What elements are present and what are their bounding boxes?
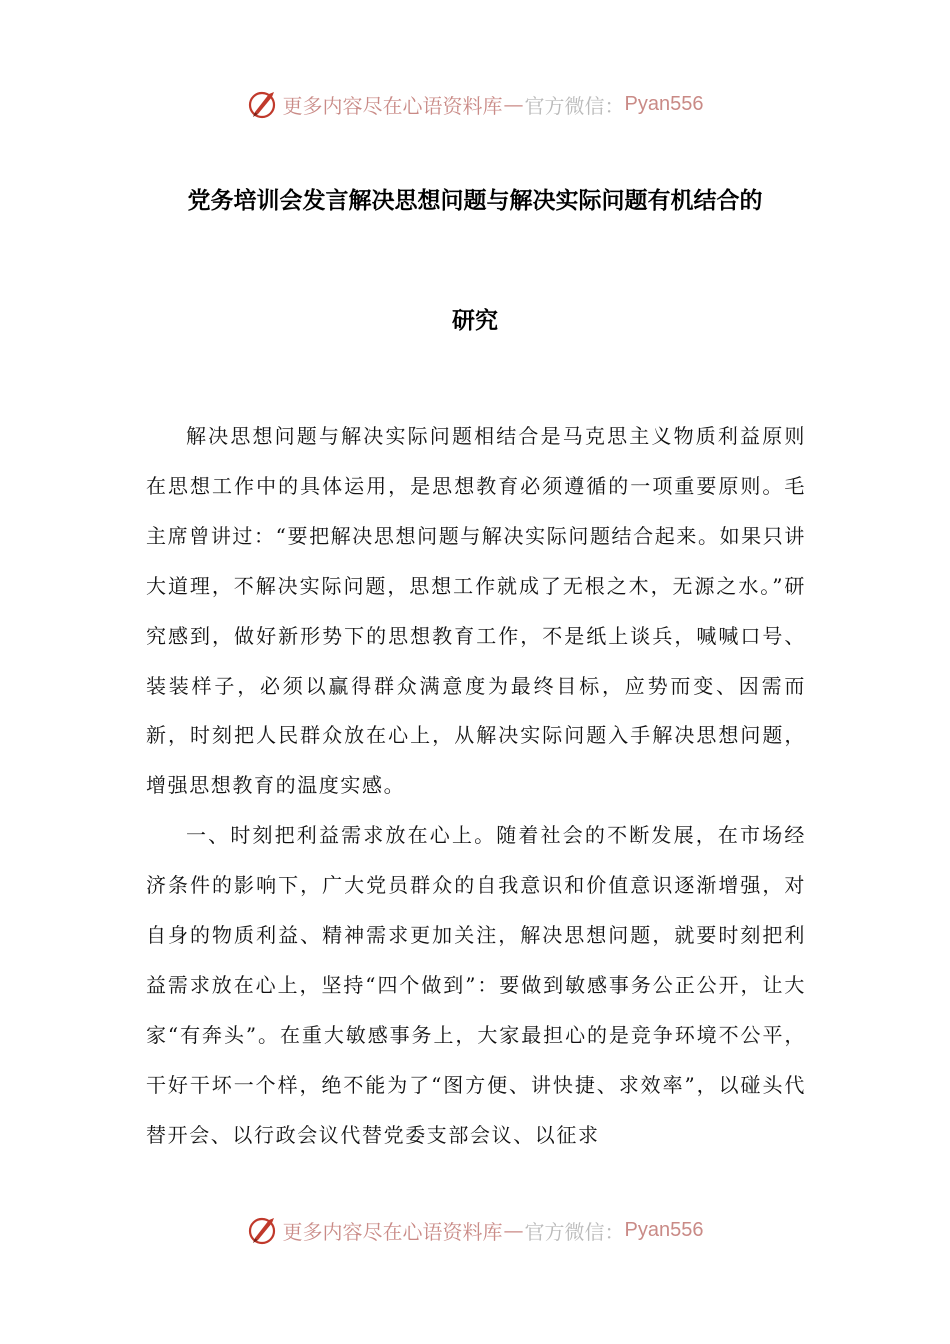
pen-logo-icon (247, 1214, 279, 1246)
banner-wechat-label: 官方微信： (524, 93, 625, 118)
banner-wechat-id: Pyan556 (624, 92, 704, 115)
banner-wechat-label: 官方微信： (524, 1219, 625, 1244)
banner-dash: — (503, 1218, 524, 1242)
paragraph-section-one: 一、时刻把利益需求放在心上。随着社会的不断发展，在市场经济条件的影响下，广大党员群众的自我意识和价值意识逐渐增强，对自身的物质利益、精神需求更加关注，解决思想问题，就要时刻把利益需求放在心上，坚持“四个做到”：要做到敏感事务公正公开，让大家“有奔头”。在重大敏感事务上，大家最担心的是竞争环境不公平，干好干坏一个样，绝不能为了“图方便、讲快捷、求效率”，以碰头代替开会、以行政会议代替党委支部会议、以征求 (146, 823, 806, 1147)
banner-dash: — (503, 92, 524, 116)
pen-logo-icon (247, 88, 279, 120)
document-title-line1: 党务培训会发言解决思想问题与解决实际问题有机结合的 (187, 188, 763, 214)
banner-text: 更多内容尽在心语资料库 (282, 93, 503, 118)
banner-wechat-id: Pyan556 (624, 1218, 704, 1241)
paragraph-intro: 解决思想问题与解决实际问题相结合是马克思主义物质利益原则在思想工作中的具体运用，是思想教育必须遵循的一项重要原则。毛主席曾讲过：“要把解决思想问题与解决实际问题结合起来。如果只讲大道理，不解决实际问题，思想工作就成了无根之木，无源之水。”研究感到，做好新形势下的思想教育工作，不是纸上谈兵，喊喊口号、装装样子，必须以赢得群众满意度为最终目标，应势而变、因需而新，时刻把人民群众放在心上，从解决实际问题入手解决思想问题，增强思想教育的温度实感。 (146, 424, 806, 798)
header-banner (0, 84, 950, 124)
document-body (146, 412, 806, 1161)
footer-banner (0, 1210, 950, 1250)
document-title-line2: 研究 (452, 308, 498, 334)
banner-text: 更多内容尽在心语资料库 (282, 1219, 503, 1244)
